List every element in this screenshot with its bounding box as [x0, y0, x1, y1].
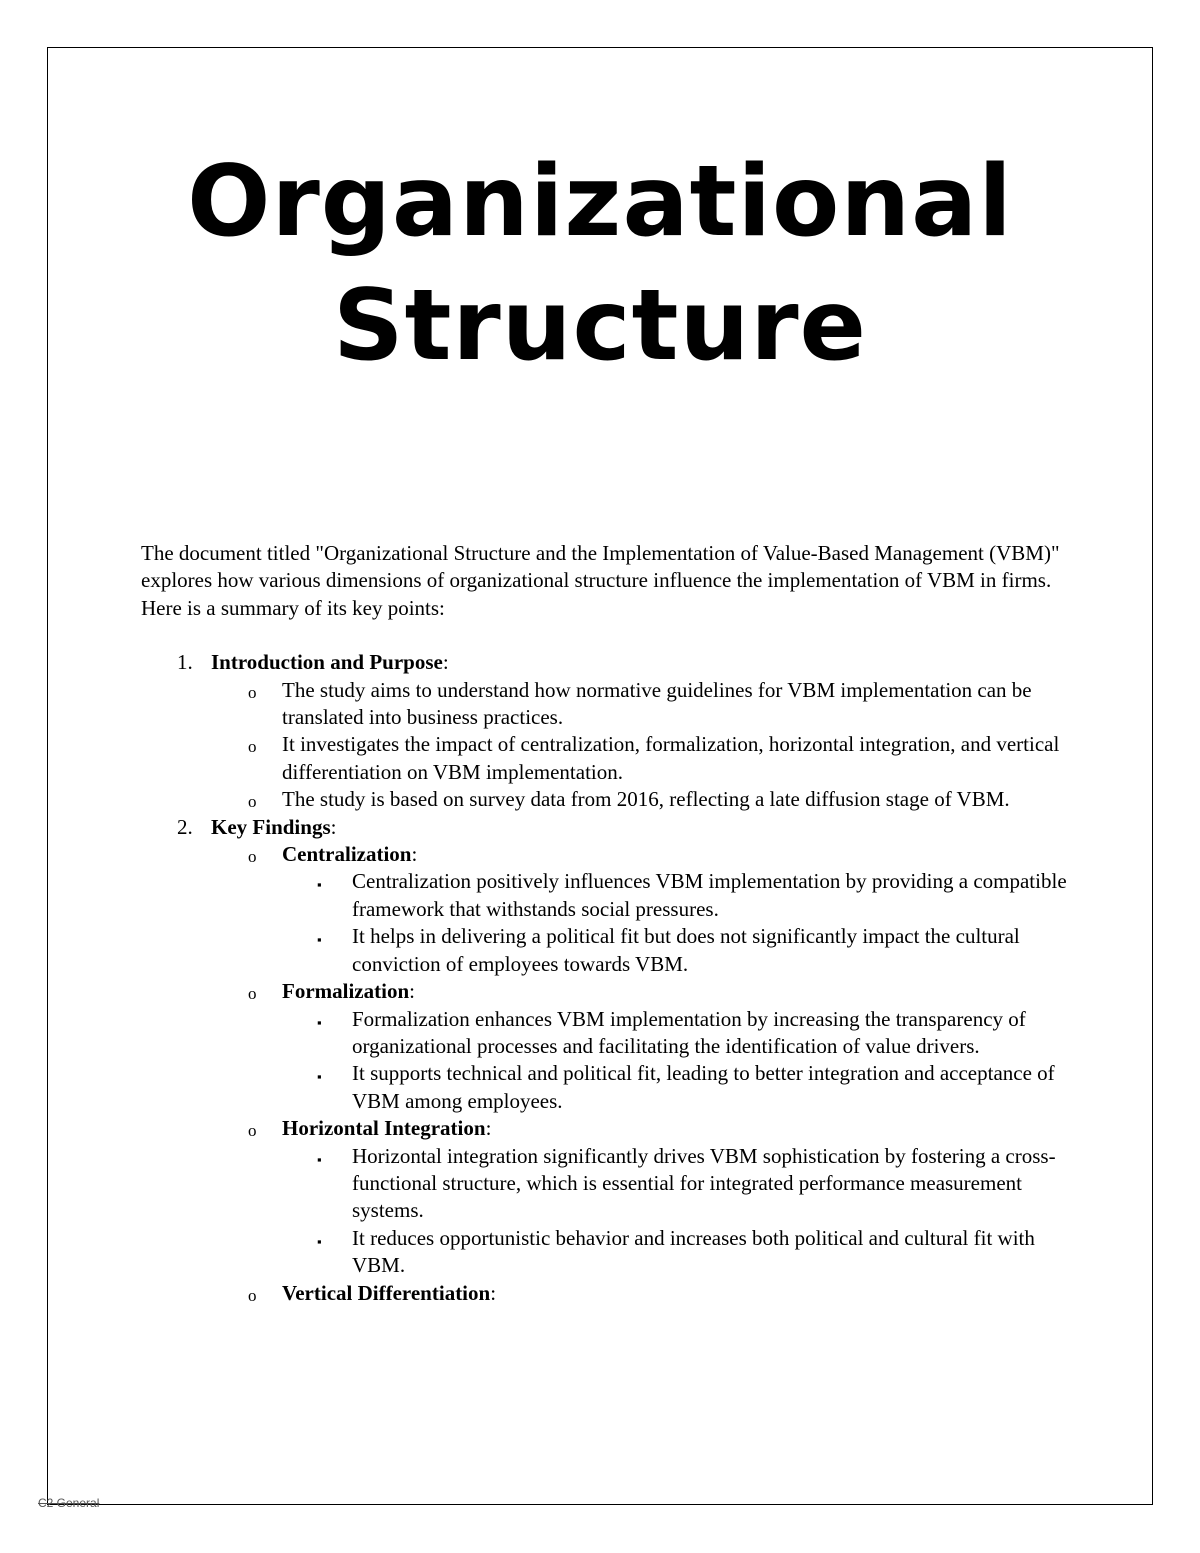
sub-list: [141, 677, 1071, 814]
finding-heading: Centralization: [282, 842, 412, 867]
list-item-text: It reduces opportunistic behavior and increases both political and cultural fit with VBM.: [352, 1225, 1035, 1278]
list-item-text: Horizontal integration significantly drives VBM sophistication by fostering a cross-functional structure, which is essential for integrated performance measurement systems.: [352, 1143, 1056, 1223]
list-item-text: It investigates the impact of centralization, formalization, horizontal integration, and vertical differentiation on VBM implementation.: [282, 732, 1060, 784]
heading-colon: :: [411, 842, 418, 867]
finding-heading: Formalization: [282, 979, 410, 1004]
circle-bullet-icon: o: [248, 984, 257, 1004]
heading-colon: :: [409, 979, 415, 1004]
list-number: 1.: [177, 650, 193, 675]
finding-heading-row: [141, 1115, 1071, 1142]
intro-paragraph: The document titled "Organizational Structure and the Implementation of Value-Based Management (VBM)" explores how various dimensions of organizational structure influence the implementation of VBM in firms. Here is a summary of its key points:: [141, 541, 1060, 620]
circle-bullet-icon: o: [248, 682, 257, 702]
list-item-text: It supports technical and political fit, leading to better integration and acceptance of VBM among employees.: [352, 1061, 1055, 1113]
list-item-text: Formalization enhances VBM implementation by increasing the transparency of organizational processes and facilitating the identification of value drivers.: [352, 1006, 1026, 1058]
finding-heading: Vertical Differentiation: [282, 1280, 491, 1305]
square-bullet-icon: ▪: [317, 1069, 322, 1085]
list-item: [141, 731, 1071, 786]
section-heading: Introduction and Purpose: [211, 650, 443, 675]
list-item-text: Centralization positively influences VBM implementation by providing a compatible framework that withstands social pressures.: [352, 869, 1067, 921]
list-item-text: It helps in delivering a political fit but does not significantly impact the cultural conviction of employees towards VBM.: [352, 924, 1020, 976]
circle-bullet-icon: o: [248, 1121, 257, 1141]
section-heading-row: [141, 649, 1071, 676]
list-item: [141, 1060, 1071, 1115]
point-list: [141, 868, 1071, 978]
finding-heading-row: [141, 841, 1071, 868]
list-item-text: The study is based on survey data from 2016, reflecting a late diffusion stage of VBM.: [282, 787, 1010, 812]
list-item: [141, 1006, 1071, 1061]
section-key-findings: [141, 814, 1071, 1307]
list-item: [141, 923, 1071, 978]
circle-bullet-icon: o: [248, 737, 257, 757]
finding-heading: Horizontal Integration: [282, 1116, 486, 1141]
list-item: [141, 1143, 1071, 1225]
square-bullet-icon: ▪: [317, 932, 322, 948]
section-introduction: [141, 649, 1071, 813]
heading-colon: :: [442, 650, 449, 675]
square-bullet-icon: ▪: [317, 1233, 322, 1249]
title-line-2: Structure: [332, 269, 868, 383]
classification-label: C2 General: [38, 1496, 100, 1510]
finding-heading-row: [141, 1280, 1071, 1307]
list-number: 2.: [177, 814, 193, 839]
circle-bullet-icon: o: [248, 847, 257, 867]
sub-list: [141, 841, 1071, 1307]
document-body: [141, 540, 1071, 1307]
list-item: [141, 786, 1071, 813]
list-item: [141, 1225, 1071, 1280]
circle-bullet-icon: o: [248, 792, 257, 812]
square-bullet-icon: ▪: [317, 877, 322, 893]
list-item-text: The study aims to understand how normative guidelines for VBM implementation can be translated into business practices.: [282, 677, 1032, 730]
heading-colon: :: [330, 814, 337, 839]
finding-centralization: [141, 841, 1071, 978]
finding-horizontal-integration: [141, 1115, 1071, 1279]
document-title: [0, 140, 1200, 388]
finding-heading-row: [141, 978, 1071, 1005]
finding-formalization: [141, 978, 1071, 1115]
list-item: [141, 868, 1071, 923]
section-heading: Key Findings: [211, 814, 331, 839]
heading-colon: :: [490, 1280, 497, 1305]
square-bullet-icon: ▪: [317, 1014, 322, 1030]
summary-list: [141, 649, 1071, 1307]
heading-colon: :: [485, 1116, 492, 1141]
title-line-1: Organizational: [187, 145, 1013, 259]
finding-vertical-differentiation: [141, 1280, 1071, 1307]
list-item: [141, 677, 1071, 732]
point-list: [141, 1143, 1071, 1280]
circle-bullet-icon: o: [248, 1285, 257, 1305]
square-bullet-icon: ▪: [317, 1151, 322, 1167]
section-heading-row: [141, 814, 1071, 841]
point-list: [141, 1006, 1071, 1116]
